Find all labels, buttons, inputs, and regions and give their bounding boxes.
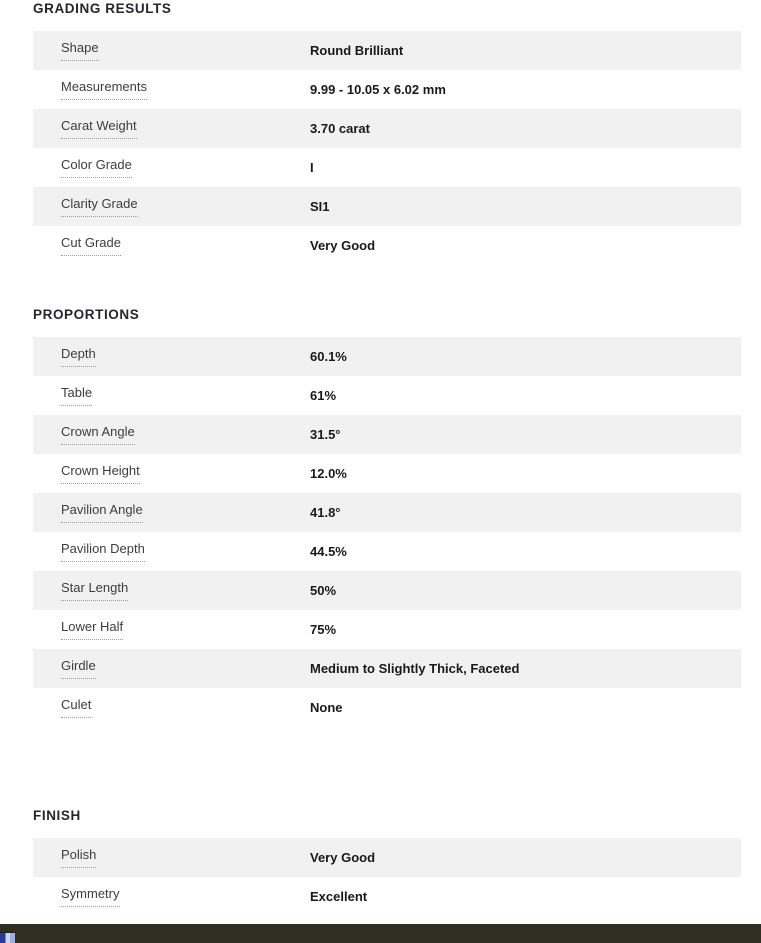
row-label-tooltip-trigger[interactable]: Color Grade — [61, 157, 132, 178]
section-title: FINISH — [33, 808, 81, 823]
row-label-tooltip-trigger[interactable]: Table — [61, 385, 92, 406]
footer-bar — [0, 924, 761, 943]
table-row — [33, 454, 741, 493]
section-rows — [33, 337, 741, 727]
row-value-cell — [310, 376, 741, 415]
row-value-cell — [310, 454, 741, 493]
row-value: 61% — [310, 388, 337, 403]
row-value: Round Brilliant — [310, 43, 404, 58]
row-label-cell — [33, 226, 310, 265]
row-label-cell — [33, 109, 310, 148]
row-label-cell — [33, 187, 310, 226]
row-value-cell — [310, 148, 741, 187]
row-value-cell — [310, 70, 741, 109]
row-value-cell — [310, 31, 741, 70]
row-value: 31.5° — [310, 427, 341, 442]
table-row — [33, 493, 741, 532]
table-row — [33, 532, 741, 571]
row-value: 44.5% — [310, 544, 347, 559]
row-value: Excellent — [310, 889, 368, 904]
table-row — [33, 376, 741, 415]
row-label-cell — [33, 649, 310, 688]
table-row — [33, 877, 741, 916]
row-label-tooltip-trigger[interactable]: Pavilion Angle — [61, 502, 143, 523]
report-section — [33, 308, 741, 727]
row-label-tooltip-trigger[interactable]: Measurements — [61, 79, 147, 100]
row-value: None — [310, 700, 343, 715]
row-label-tooltip-trigger[interactable]: Lower Half — [61, 619, 123, 640]
row-value-cell — [310, 493, 741, 532]
row-label-cell — [33, 70, 310, 109]
table-row — [33, 571, 741, 610]
row-label-cell — [33, 571, 310, 610]
row-label-cell — [33, 148, 310, 187]
report-section — [33, 809, 741, 916]
row-label-cell — [33, 877, 310, 916]
section-rows — [33, 838, 741, 916]
table-row — [33, 148, 741, 187]
row-value-cell — [310, 337, 741, 376]
row-label-tooltip-trigger[interactable]: Symmetry — [61, 886, 120, 907]
row-label-cell — [33, 838, 310, 877]
table-row — [33, 187, 741, 226]
table-row — [33, 838, 741, 877]
row-value-cell — [310, 877, 741, 916]
row-value-cell — [310, 226, 741, 265]
row-value: 41.8° — [310, 505, 341, 520]
report-sections — [33, 2, 741, 916]
row-label-cell — [33, 610, 310, 649]
row-label-cell — [33, 31, 310, 70]
row-label-tooltip-trigger[interactable]: Polish — [61, 847, 96, 868]
row-value-cell — [310, 688, 741, 727]
row-value: 3.70 carat — [310, 121, 370, 136]
row-label-tooltip-trigger[interactable]: Pavilion Depth — [61, 541, 145, 562]
section-rows — [33, 31, 741, 265]
row-label-tooltip-trigger[interactable]: Carat Weight — [61, 118, 137, 139]
row-label-tooltip-trigger[interactable]: Crown Height — [61, 463, 140, 484]
table-row — [33, 415, 741, 454]
table-row — [33, 610, 741, 649]
row-value: Medium to Slightly Thick, Faceted — [310, 661, 520, 676]
row-value: 50% — [310, 583, 337, 598]
row-label-tooltip-trigger[interactable]: Depth — [61, 346, 96, 367]
row-value: 60.1% — [310, 349, 347, 364]
section-title: GRADING RESULTS — [33, 1, 172, 16]
row-label-tooltip-trigger[interactable]: Crown Angle — [61, 424, 135, 445]
row-label-cell — [33, 532, 310, 571]
row-value-cell — [310, 571, 741, 610]
table-row — [33, 31, 741, 70]
row-label-tooltip-trigger[interactable]: Cut Grade — [61, 235, 121, 256]
row-label-tooltip-trigger[interactable]: Culet — [61, 697, 91, 718]
report-section — [33, 2, 741, 265]
row-value: 12.0% — [310, 466, 347, 481]
section-title: PROPORTIONS — [33, 307, 140, 322]
row-value: SI1 — [310, 199, 330, 214]
row-value-cell — [310, 415, 741, 454]
table-row — [33, 109, 741, 148]
row-label-cell — [33, 415, 310, 454]
row-label-cell — [33, 493, 310, 532]
table-row — [33, 688, 741, 727]
row-value-cell — [310, 187, 741, 226]
table-row — [33, 649, 741, 688]
row-value-cell — [310, 610, 741, 649]
row-value-cell — [310, 109, 741, 148]
table-row — [33, 226, 741, 265]
row-value: I — [310, 160, 314, 175]
row-label-tooltip-trigger[interactable]: Shape — [61, 40, 99, 61]
row-label-cell — [33, 454, 310, 493]
table-row — [33, 70, 741, 109]
row-value: 75% — [310, 622, 337, 637]
row-label-tooltip-trigger[interactable]: Girdle — [61, 658, 96, 679]
row-label-cell — [33, 688, 310, 727]
footer-logo-fragment — [0, 932, 15, 943]
row-label-tooltip-trigger[interactable]: Clarity Grade — [61, 196, 138, 217]
row-value: 9.99 - 10.05 x 6.02 mm — [310, 82, 446, 97]
row-value-cell — [310, 649, 741, 688]
row-label-cell — [33, 376, 310, 415]
row-value: Very Good — [310, 850, 376, 865]
row-value-cell — [310, 532, 741, 571]
row-value-cell — [310, 838, 741, 877]
row-label-tooltip-trigger[interactable]: Star Length — [61, 580, 128, 601]
row-value: Very Good — [310, 238, 376, 253]
row-label-cell — [33, 337, 310, 376]
table-row — [33, 337, 741, 376]
